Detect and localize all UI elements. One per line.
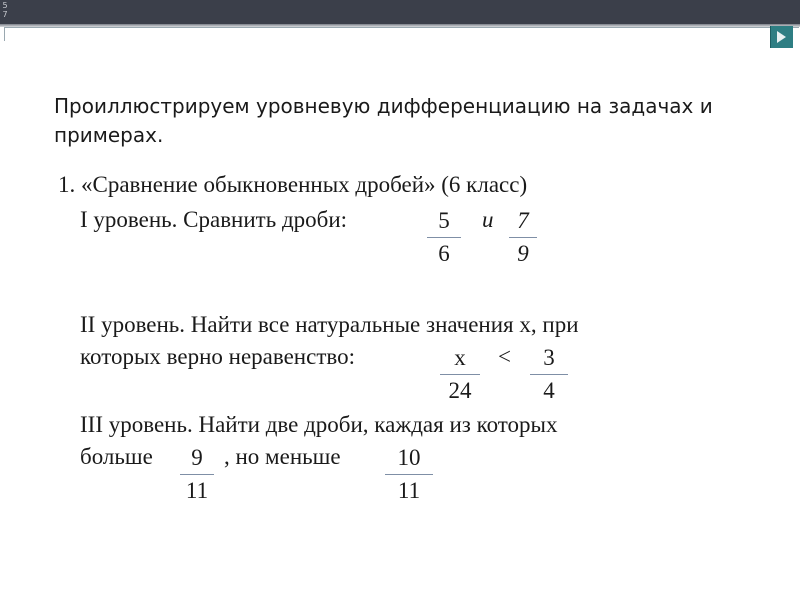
accent-line xyxy=(4,27,799,42)
fraction-denominator: 24 xyxy=(448,378,472,403)
level1-fraction-b xyxy=(509,208,537,267)
fraction-denominator: 4 xyxy=(543,378,555,403)
fraction-numerator: 10 xyxy=(397,445,421,470)
fraction-denominator: 6 xyxy=(438,241,450,266)
inequality-sign: < xyxy=(498,344,511,369)
fraction-numerator: 3 xyxy=(543,345,555,370)
level3-line1: III уровень. Найти две дроби, каждая из которых xyxy=(80,412,558,437)
level2-fraction-a xyxy=(440,345,480,404)
slide-heading: Проиллюстрируем уровневую дифференциацию на задачах и примерах. xyxy=(54,94,713,147)
level2-fraction-b xyxy=(530,345,568,404)
next-slide-button[interactable] xyxy=(770,26,793,48)
level1-text: I уровень. Сравнить дроби: xyxy=(80,207,348,232)
level3-line2-start: больше xyxy=(80,444,153,469)
fraction-numerator: х xyxy=(454,345,466,370)
level1-conjunction: и xyxy=(482,207,494,232)
fraction-numerator: 9 xyxy=(191,445,203,470)
level2-line1: II уровень. Найти все натуральные значения х, при xyxy=(80,312,579,337)
fraction-denominator: 9 xyxy=(517,241,529,266)
fraction-denominator: 11 xyxy=(397,478,421,503)
slide-number xyxy=(0,1,10,19)
fraction-numerator: 5 xyxy=(438,208,450,233)
level2-line2: которых верно неравенство: xyxy=(80,344,355,369)
slide-number-part-1: 5 xyxy=(2,1,8,10)
slide-number-part-2: 7 xyxy=(2,10,8,19)
fraction-numerator: 7 xyxy=(517,208,529,233)
top-bar xyxy=(0,0,800,24)
level3-fraction-a xyxy=(180,445,214,504)
play-triangle-icon xyxy=(777,31,786,43)
level3-line2-middle: , но меньше xyxy=(224,444,341,469)
fraction-denominator: 11 xyxy=(185,478,209,503)
level1-fraction-a xyxy=(427,208,461,267)
accent-side-line xyxy=(4,27,5,41)
level3-fraction-b xyxy=(385,445,433,504)
task-title: 1. «Сравнение обыкновенных дробей» (6 класс) xyxy=(58,172,528,197)
